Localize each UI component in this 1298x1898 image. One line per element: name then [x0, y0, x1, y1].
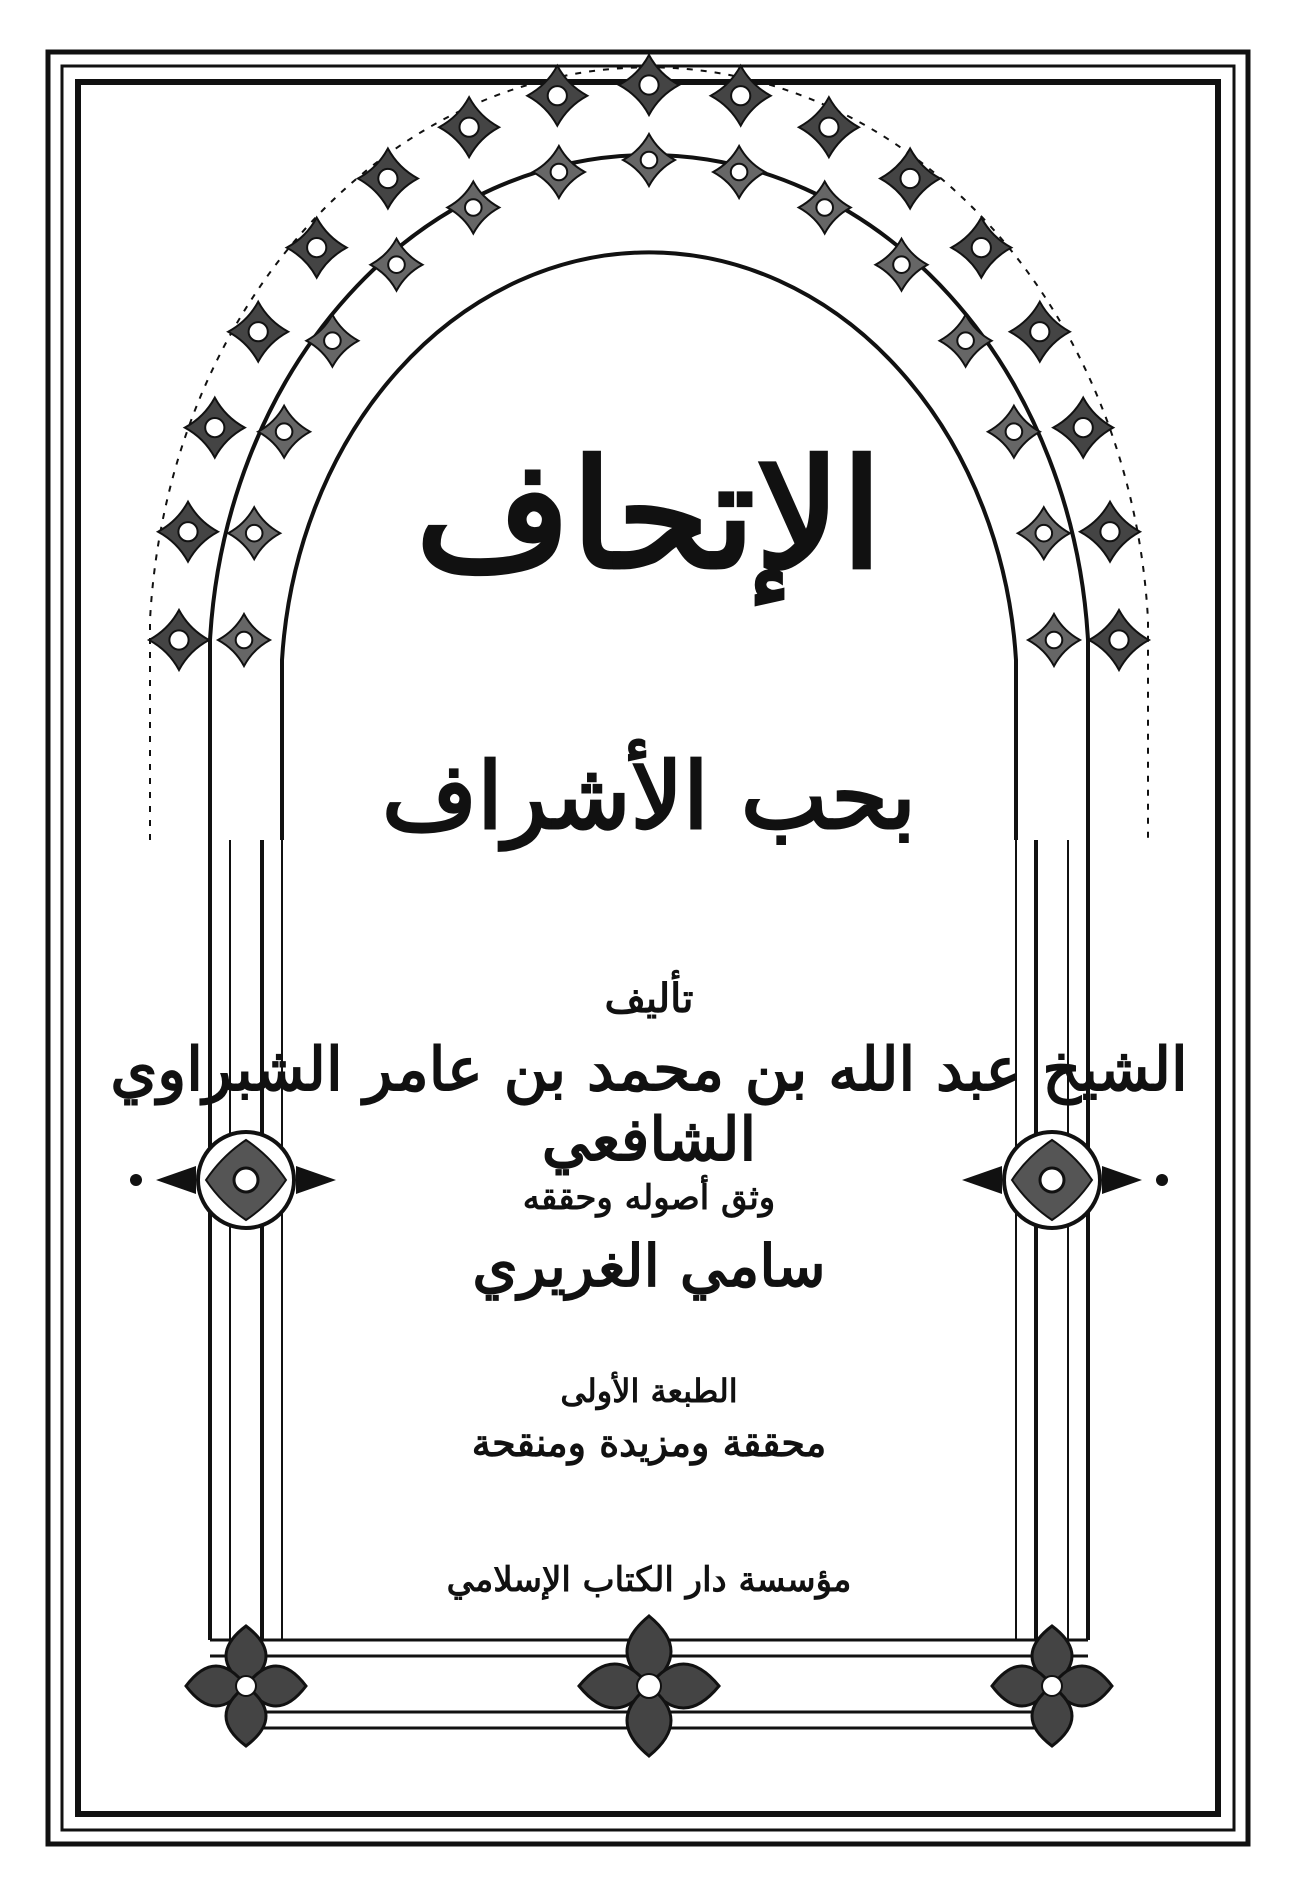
floral-rosette-icon — [149, 610, 209, 670]
edition-label: الطبعة الأولى — [560, 1372, 738, 1410]
floral-rosette-icon — [799, 97, 859, 157]
author-label: تأليف — [604, 975, 694, 1022]
floral-rosette-icon — [880, 149, 940, 209]
floral-rosette-icon — [876, 239, 928, 291]
floral-rosette-icon — [358, 149, 418, 209]
publisher-name: مؤسسة دار الكتاب الإسلامي — [446, 1560, 852, 1600]
floral-rosette-icon — [623, 134, 675, 186]
floral-rosette-icon — [306, 315, 358, 367]
floral-rosette-icon — [218, 614, 270, 666]
floral-rosette-icon — [371, 239, 423, 291]
book-title: الإتحاف — [415, 427, 883, 603]
floral-rosette-icon — [533, 146, 585, 198]
floral-rosette-icon — [711, 66, 771, 126]
floral-rosette-icon — [619, 55, 679, 115]
book-subtitle: بحب الأشراف — [381, 742, 917, 850]
floral-rosette-icon — [228, 302, 288, 362]
edition-description: محققة ومزيدة ومنقحة — [471, 1420, 827, 1465]
floral-rosette-icon — [527, 66, 587, 126]
floral-rosette-icon — [940, 315, 992, 367]
floral-rosette-icon — [951, 218, 1011, 278]
floral-rosette-icon — [713, 146, 765, 198]
floral-rosette-icon — [439, 97, 499, 157]
bottom-center-finial — [579, 1616, 719, 1756]
author-name: الشيخ عبد الله بن محمد بن عامر الشبراوي الشافعي — [110, 1035, 1188, 1175]
floral-rosette-icon — [287, 218, 347, 278]
editor-name: سامي الغريري — [472, 1232, 826, 1300]
floral-rosette-icon — [1010, 302, 1070, 362]
floral-rosette-icon — [1089, 610, 1149, 670]
floral-rosette-icon — [1028, 614, 1080, 666]
editor-note: وثق أصوله وحققه — [522, 1178, 776, 1218]
